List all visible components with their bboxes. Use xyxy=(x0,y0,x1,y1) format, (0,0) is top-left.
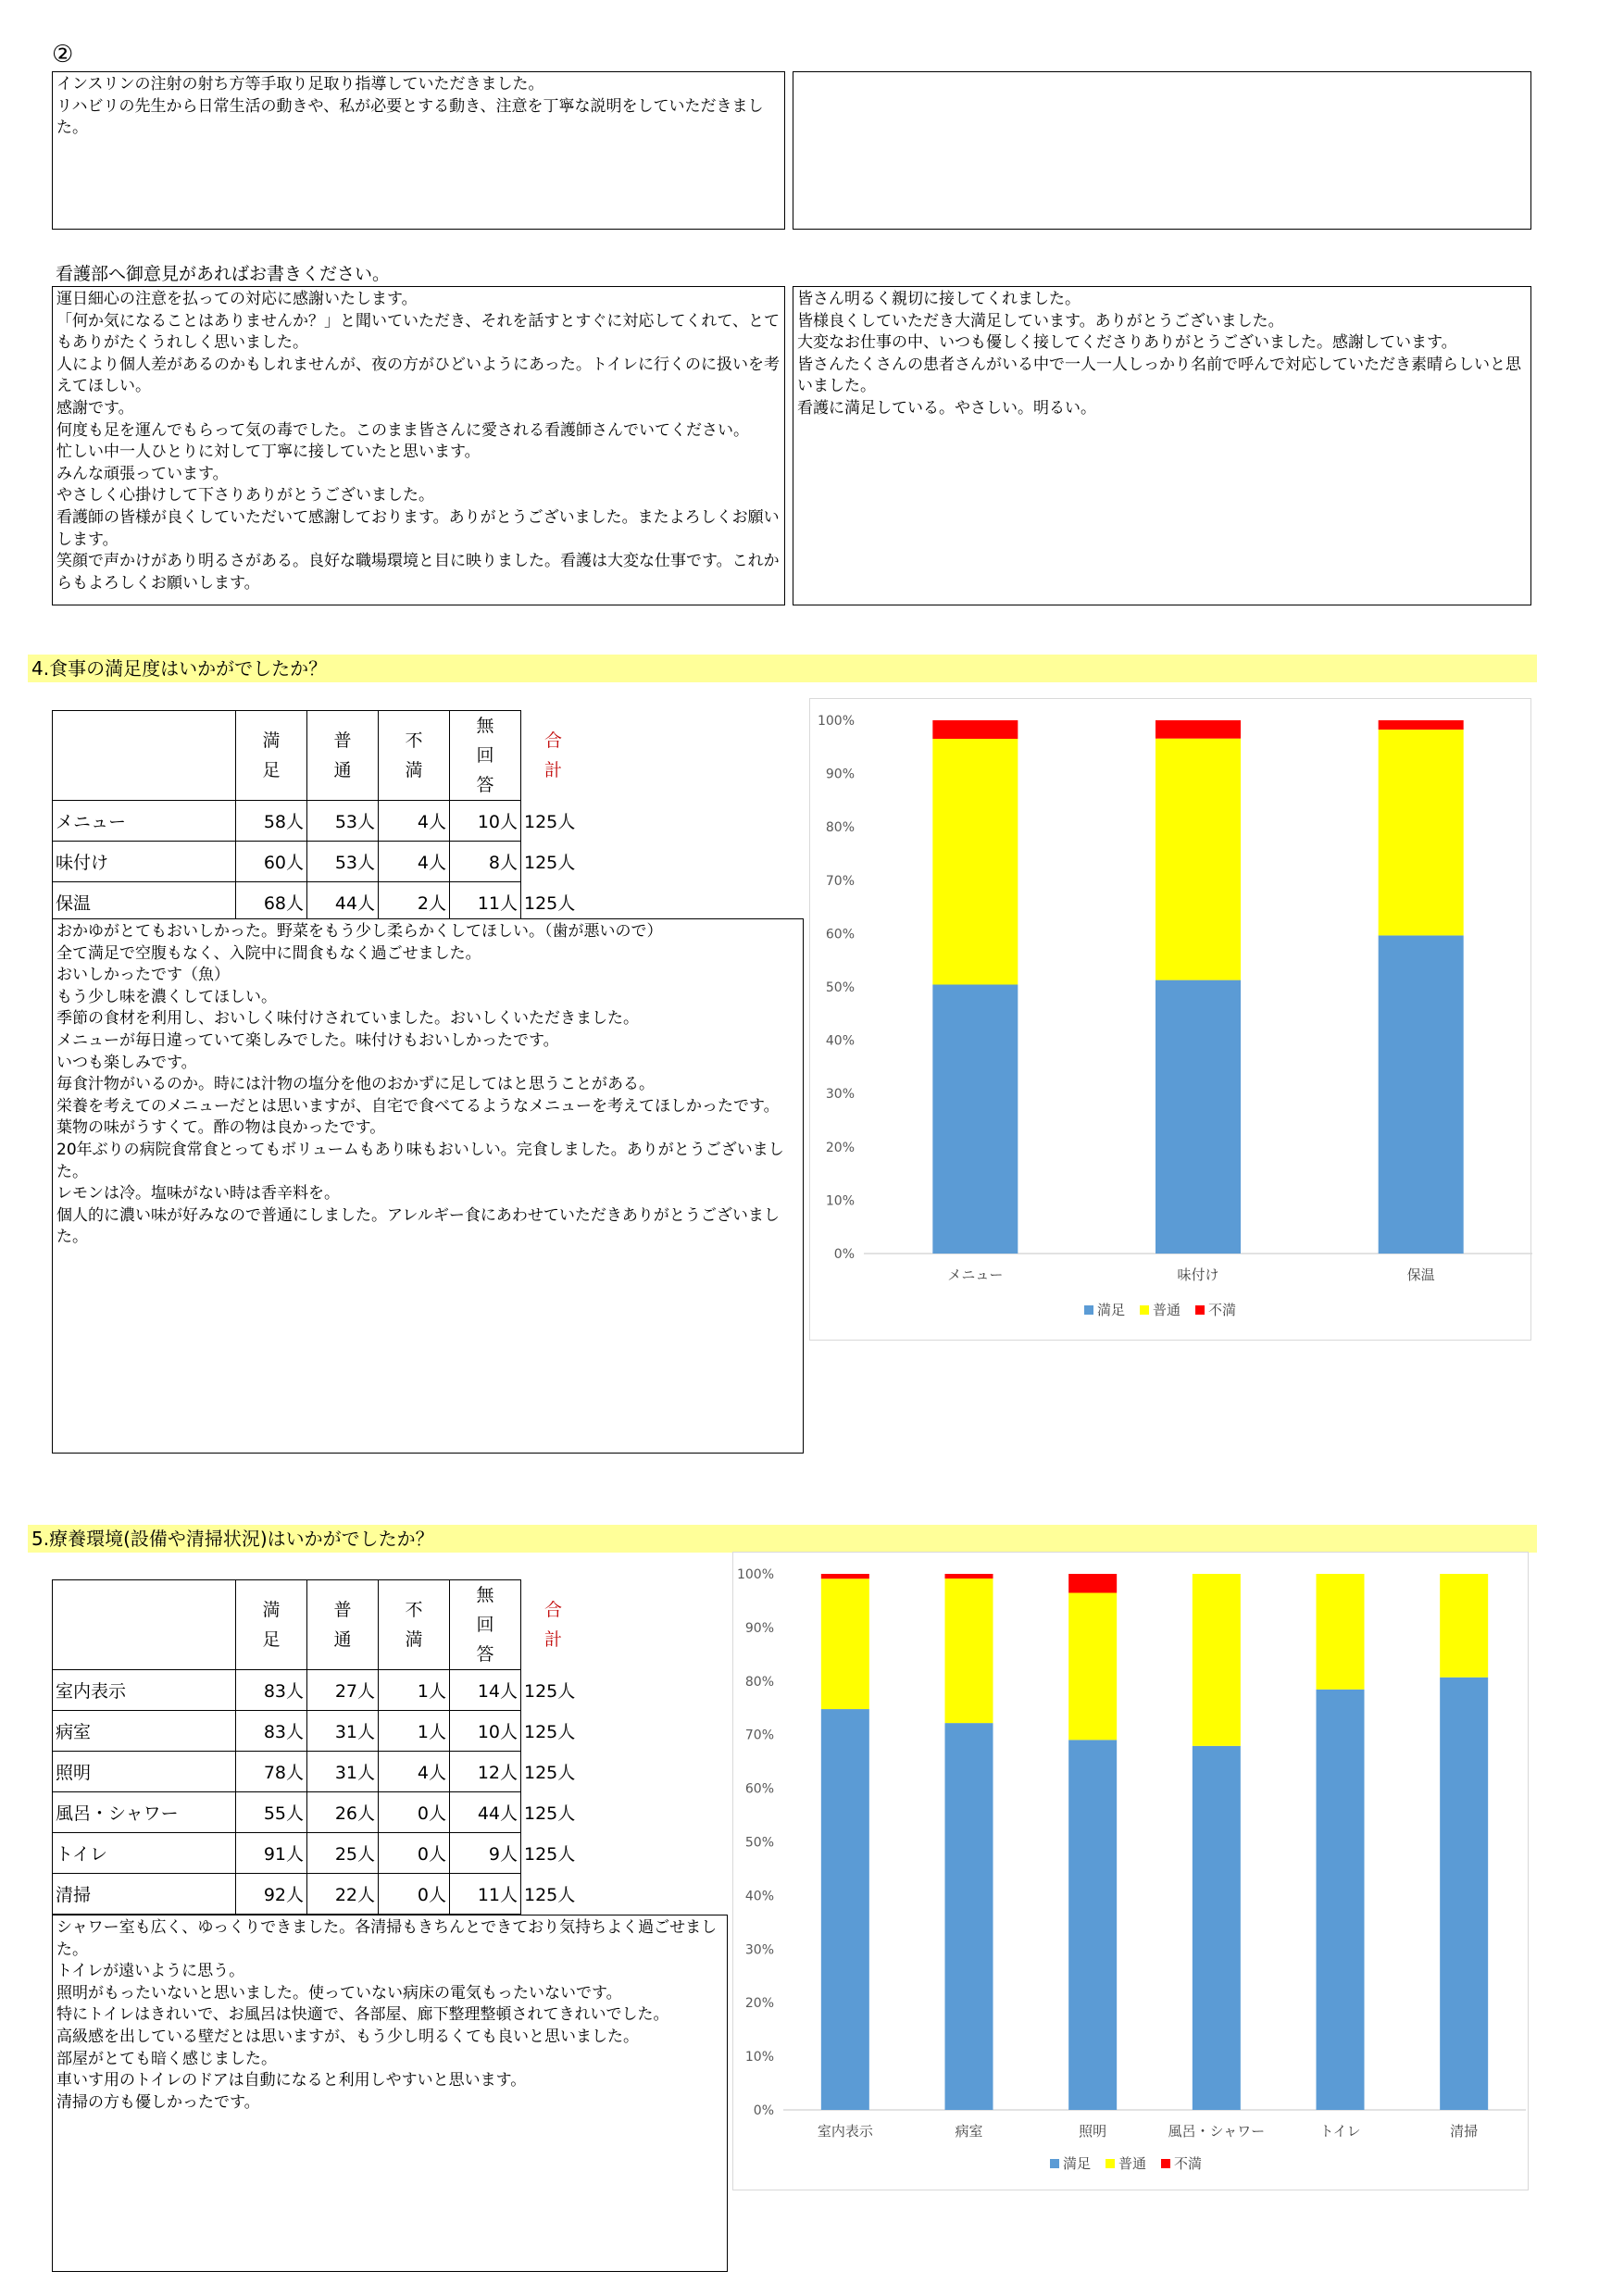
bar-不満-室内表示 xyxy=(821,1574,869,1578)
bar-普通-清掃 xyxy=(1440,1574,1488,1678)
comment-line: 皆さんたくさんの患者さんがいる中で一人一人しっかり名前で呼んで対応していただき素晴らしいと思いました。 xyxy=(797,355,1521,396)
q4-header-cell xyxy=(307,711,379,801)
q5-header-blank xyxy=(53,1580,236,1670)
row-label: 病室 xyxy=(53,1711,236,1752)
legend-label: 満足 xyxy=(1097,1302,1126,1318)
bar-普通-病室 xyxy=(945,1578,993,1723)
x-tick-label: 風呂・シャワー xyxy=(1168,2123,1266,2140)
q4-header-cell xyxy=(379,711,450,801)
x-tick-label: メニュー xyxy=(947,1267,1004,1283)
row-total: 125人 xyxy=(524,1722,576,1742)
q4-chart xyxy=(810,699,1532,1341)
bar-満足-室内表示 xyxy=(821,1709,869,2110)
q4-header-label: 無回答 xyxy=(476,716,494,795)
bar-普通-風呂・シャワー xyxy=(1193,1574,1241,1746)
q5-header-cell xyxy=(521,1580,586,1670)
row-total: 125人 xyxy=(524,1763,576,1783)
q4-header-row xyxy=(53,711,586,801)
table-cell: 91人 xyxy=(236,1833,307,1874)
x-tick-label: 照明 xyxy=(1079,2123,1107,2140)
legend-label: 普通 xyxy=(1153,1302,1181,1318)
bar-不満-病室 xyxy=(945,1574,993,1578)
table-cell: 83人 xyxy=(236,1711,307,1752)
table-cell: 25人 xyxy=(307,1833,379,1874)
bar-満足-保温 xyxy=(1379,935,1464,1254)
q4-header-cell xyxy=(450,711,521,801)
table-cell: 10人 xyxy=(450,1711,521,1752)
comment-line: メニューが毎日違っていて楽しみでした。味付けもおいしかったです。 xyxy=(56,1030,559,1050)
q4-header-label: 普通 xyxy=(333,730,352,780)
y-tick-label: 80% xyxy=(825,820,855,836)
q5-header-label: 無回答 xyxy=(476,1585,494,1665)
comment-line: 葉物の味がうすくて。酢の物は良かったです。 xyxy=(56,1118,386,1138)
x-tick-label: 保温 xyxy=(1406,1267,1435,1283)
comment-line: もう少し味を濃くしてほしい。 xyxy=(56,987,277,1006)
table-row xyxy=(53,842,586,882)
comment-line: 皆さん明るく親切に接してくれました。 xyxy=(797,290,1081,308)
bar-満足-メニュー xyxy=(932,984,1018,1254)
q4-title: 4.食事の満足度はいかがでしたか？ xyxy=(28,655,1537,682)
table-cell: 12人 xyxy=(450,1752,521,1792)
y-tick-label: 40% xyxy=(744,1889,774,1904)
table-cell: 31人 xyxy=(307,1752,379,1792)
table-cell: 4人 xyxy=(379,1752,450,1792)
legend-label: 普通 xyxy=(1118,2155,1147,2172)
x-tick-label: 味付け xyxy=(1177,1267,1219,1283)
q5-comments xyxy=(52,1915,728,2272)
comment-line: 照明がもったいないと思いました。使っていない病床の電気もったいないです。 xyxy=(56,1983,622,2003)
table-cell: 2人 xyxy=(379,882,450,923)
comment-line: レモンは冷。塩味がない時は香辛料を。 xyxy=(56,1184,340,1204)
table-cell: 0人 xyxy=(379,1833,450,1874)
comment-line: 特にトイレはきれいで、お風呂は快適で、各部屋、廊下整理整頓されてきれいでした。 xyxy=(56,2005,669,2025)
x-tick-label: 室内表示 xyxy=(817,2123,873,2140)
comment-line: トイレが遠いように思う。 xyxy=(56,1962,245,1981)
y-tick-label: 0% xyxy=(833,1247,855,1262)
y-tick-label: 90% xyxy=(744,1620,774,1636)
x-tick-label: トイレ xyxy=(1319,2123,1361,2140)
comment-line: 感謝です。 xyxy=(56,398,134,418)
nursing-comments-right xyxy=(793,286,1531,605)
q4-header-blank xyxy=(53,711,236,801)
table-row xyxy=(53,1833,586,1874)
comment-line: おいしかったです（魚） xyxy=(56,966,230,985)
q5-header-cell xyxy=(450,1580,521,1670)
row-total: 125人 xyxy=(524,1803,576,1824)
comment-line: 何度も足を運んでもらって気の毒でした。このまま皆さんに愛される看護師さんでいてください。 xyxy=(56,420,749,440)
row-label: 味付け xyxy=(53,842,236,882)
y-tick-label: 90% xyxy=(825,767,855,782)
q4-header-label: 満足 xyxy=(262,730,281,780)
bar-不満-メニュー xyxy=(932,720,1018,739)
y-tick-label: 40% xyxy=(825,1033,855,1049)
table-cell: 83人 xyxy=(236,1670,307,1711)
q4-chart-frame xyxy=(809,698,1531,1341)
table-cell: 10人 xyxy=(450,801,521,842)
y-tick-label: 10% xyxy=(825,1193,855,1209)
table-cell: 4人 xyxy=(379,842,450,882)
bar-普通-トイレ xyxy=(1317,1574,1365,1690)
table-cell: 1人 xyxy=(379,1670,450,1711)
row-total: 125人 xyxy=(524,893,576,914)
y-tick-label: 30% xyxy=(825,1087,855,1103)
bar-満足-トイレ xyxy=(1317,1690,1365,2110)
bar-満足-照明 xyxy=(1068,1740,1117,2110)
comment-line: みんな頑張っています。 xyxy=(56,464,229,483)
table-cell: 11人 xyxy=(450,882,521,923)
table-row xyxy=(53,801,586,842)
q4-comments xyxy=(52,918,804,1454)
comment-line: 運日細心の注意を払っての対応に感謝いたします。 xyxy=(56,290,418,308)
table-row xyxy=(53,1711,586,1752)
y-tick-label: 100% xyxy=(817,714,855,729)
q5-table xyxy=(52,1579,586,1915)
table-cell: 0人 xyxy=(379,1792,450,1833)
comment-line: 看護師の皆様が良くしていただいて感謝しております。ありがとうございました。またよろしくお願いします。 xyxy=(56,507,780,549)
comment-line: 看護に満足している。やさしい。明るい。 xyxy=(797,398,1096,418)
comment-line: 栄養を考えてのメニューだとは思いますが、自宅で食べてるようなメニューを考えてほしかったです。 xyxy=(56,1096,780,1116)
table-cell: 55人 xyxy=(236,1792,307,1833)
bar-不満-味付け xyxy=(1156,720,1241,739)
q5-header-cell xyxy=(379,1580,450,1670)
bar-満足-清掃 xyxy=(1440,1678,1488,2110)
bar-普通-保温 xyxy=(1379,730,1464,935)
row-label: 風呂・シャワー xyxy=(53,1792,236,1833)
bar-満足-風呂・シャワー xyxy=(1193,1746,1241,2110)
q4-header-label: 不満 xyxy=(405,730,423,780)
legend-swatch xyxy=(1084,1305,1093,1315)
comment-line: やさしく心掛けして下さりありがとうございました。 xyxy=(56,486,434,505)
table-cell: 68人 xyxy=(236,882,307,923)
q5-chart-frame xyxy=(732,1552,1529,2190)
row-total: 125人 xyxy=(524,853,576,873)
q5-chart xyxy=(733,1553,1530,2191)
bar-不満-照明 xyxy=(1068,1574,1117,1592)
y-tick-label: 100% xyxy=(736,1567,774,1582)
row-total: 125人 xyxy=(524,1844,576,1865)
table-cell: 27人 xyxy=(307,1670,379,1711)
q4-header-cell xyxy=(521,711,586,801)
legend-swatch xyxy=(1140,1305,1149,1315)
nursing-comments-left xyxy=(52,286,785,605)
table-cell: 14人 xyxy=(450,1670,521,1711)
q5-header-label: 合計 xyxy=(543,1600,562,1650)
y-tick-label: 70% xyxy=(744,1728,774,1743)
comment-line: インスリンの注射の射ち方等手取り足取り指導していただきました。 xyxy=(56,75,544,94)
table-row xyxy=(53,1792,586,1833)
q5-header-cell xyxy=(236,1580,307,1670)
table-cell: 53人 xyxy=(307,801,379,842)
row-label: メニュー xyxy=(53,801,236,842)
q4-table xyxy=(52,710,586,923)
q5-header-label: 満足 xyxy=(262,1600,281,1650)
section-marker: ② xyxy=(52,41,74,69)
bar-不満-保温 xyxy=(1379,720,1464,730)
comment-line: 大変なお仕事の中、いつも優しく接してくださりありがとうございました。感謝しています。 xyxy=(797,333,1457,353)
table-cell: 1人 xyxy=(379,1711,450,1752)
table-cell: 8人 xyxy=(450,842,521,882)
comment-line: 個人的に濃い味が好みなので普通にしました。アレルギー食にあわせていただきありがとうございました。 xyxy=(56,1205,780,1247)
y-tick-label: 0% xyxy=(753,2103,774,2118)
comment-line: 毎食汁物がいるのか。時には汁物の塩分を他のおかずに足してはと思うことがある。 xyxy=(56,1075,655,1094)
bar-普通-照明 xyxy=(1068,1592,1117,1740)
row-label: トイレ xyxy=(53,1833,236,1874)
bar-普通-室内表示 xyxy=(821,1578,869,1709)
table-cell: 0人 xyxy=(379,1874,450,1915)
comment-line: 全て満足で空腹もなく、入院中に間食もなく過ごせました。 xyxy=(56,943,481,963)
comment-line: シャワー室も広く、ゆっくりできました。各清掃もきちんとできており気持ちよく過ごせました。 xyxy=(56,1918,718,1959)
row-label: 室内表示 xyxy=(53,1670,236,1711)
comment-line: 忙しい中一人ひとりに対して丁寧に接していたと思います。 xyxy=(56,443,481,462)
y-tick-label: 50% xyxy=(825,980,855,995)
table-cell: 31人 xyxy=(307,1711,379,1752)
rehab-comment-box xyxy=(52,71,785,230)
table-cell: 58人 xyxy=(236,801,307,842)
comment-line: 皆様良くしていただき大満足しています。ありがとうございました。 xyxy=(797,311,1284,331)
table-row xyxy=(53,1752,586,1792)
table-cell: 53人 xyxy=(307,842,379,882)
legend-label: 不満 xyxy=(1208,1302,1237,1318)
bar-満足-味付け xyxy=(1156,980,1241,1254)
table-cell: 92人 xyxy=(236,1874,307,1915)
row-total: 125人 xyxy=(524,812,576,832)
comment-line: 高級感を出している壁だとは思いますが、もう少し明るくても良いと思いました。 xyxy=(56,2027,639,2046)
comment-line: 笑顔で声かけがあり明るさがある。良好な職場環境と目に映りました。看護は大変な仕事です。これからもよろしくお願いします。 xyxy=(56,552,780,593)
y-tick-label: 30% xyxy=(744,1942,774,1958)
comment-line: 車いす用のトイレのドアは自動になると利用しやすいと思います。 xyxy=(56,2071,527,2090)
comment-line: 季節の食材を利用し、おいしく味付けされていました。おいしくいただきました。 xyxy=(56,1009,639,1029)
table-cell: 22人 xyxy=(307,1874,379,1915)
bar-普通-メニュー xyxy=(932,739,1018,984)
comment-line: いつも楽しみです。 xyxy=(56,1053,197,1072)
y-tick-label: 20% xyxy=(825,1140,855,1155)
comment-line: 部屋がとても暗く感じました。 xyxy=(56,2049,277,2068)
q4-header-label: 合計 xyxy=(543,730,562,780)
row-total: 125人 xyxy=(524,1681,576,1702)
comment-line: リハビリの先生から日常生活の動きや、私が必要とする動き、注意を丁寧な説明をしていただきました。 xyxy=(56,96,764,138)
row-label: 保温 xyxy=(53,882,236,923)
q5-header-cell xyxy=(307,1580,379,1670)
table-cell: 60人 xyxy=(236,842,307,882)
comment-line: 「何か気になることはありませんか？」と聞いていただき、それを話すとすぐに対応してくれて、とてもありがたくうれしく思いました。 xyxy=(56,311,780,353)
nursing-prompt: 看護部へ御意見があればお書きください。 xyxy=(56,264,391,284)
legend-swatch xyxy=(1050,2159,1059,2168)
y-tick-label: 50% xyxy=(744,1835,774,1851)
legend-swatch xyxy=(1195,1305,1205,1315)
table-cell: 44人 xyxy=(450,1792,521,1833)
legend-swatch xyxy=(1161,2159,1170,2168)
row-label: 清掃 xyxy=(53,1874,236,1915)
q5-header-label: 不満 xyxy=(405,1600,423,1650)
table-cell: 11人 xyxy=(450,1874,521,1915)
bar-満足-病室 xyxy=(945,1723,993,2110)
legend-label: 不満 xyxy=(1174,2155,1203,2172)
row-label: 照明 xyxy=(53,1752,236,1792)
table-row xyxy=(53,1670,586,1711)
y-tick-label: 20% xyxy=(744,1996,774,2012)
bar-普通-味付け xyxy=(1156,739,1241,980)
x-tick-label: 清掃 xyxy=(1450,2123,1479,2140)
q5-header-label: 普通 xyxy=(333,1600,352,1650)
table-row xyxy=(53,1874,586,1915)
y-tick-label: 70% xyxy=(825,873,855,889)
rehab-comment-box-right xyxy=(793,71,1531,230)
table-cell: 26人 xyxy=(307,1792,379,1833)
legend-label: 満足 xyxy=(1063,2155,1092,2172)
table-cell: 44人 xyxy=(307,882,379,923)
row-total: 125人 xyxy=(524,1885,576,1905)
table-row xyxy=(53,882,586,923)
y-tick-label: 10% xyxy=(744,2050,774,2065)
q4-header-cell xyxy=(236,711,307,801)
comment-line: 人により個人差があるのかもしれませんが、夜の方がひどいようにあった。トイレに行くのに扱いを考えてほしい。 xyxy=(56,355,780,396)
comment-line: おかゆがとてもおいしかった。野菜をもう少し柔らかくしてほしい。（歯が悪いので） xyxy=(56,922,663,941)
table-cell: 9人 xyxy=(450,1833,521,1874)
y-tick-label: 80% xyxy=(744,1674,774,1690)
table-cell: 78人 xyxy=(236,1752,307,1792)
legend-swatch xyxy=(1106,2159,1115,2168)
y-tick-label: 60% xyxy=(825,927,855,942)
comment-line: 20年ぶりの病院食常食とってもボリュームもあり味もおいしい。完食しました。ありがとうございました。 xyxy=(56,1140,784,1181)
q5-title: 5.療養環境(設備や清掃状況)はいかがでしたか？ xyxy=(28,1525,1537,1553)
y-tick-label: 60% xyxy=(744,1781,774,1797)
x-tick-label: 病室 xyxy=(955,2123,983,2140)
table-cell: 4人 xyxy=(379,801,450,842)
q5-header-row xyxy=(53,1580,586,1670)
comment-line: 清掃の方も優しかったです。 xyxy=(56,2092,260,2112)
